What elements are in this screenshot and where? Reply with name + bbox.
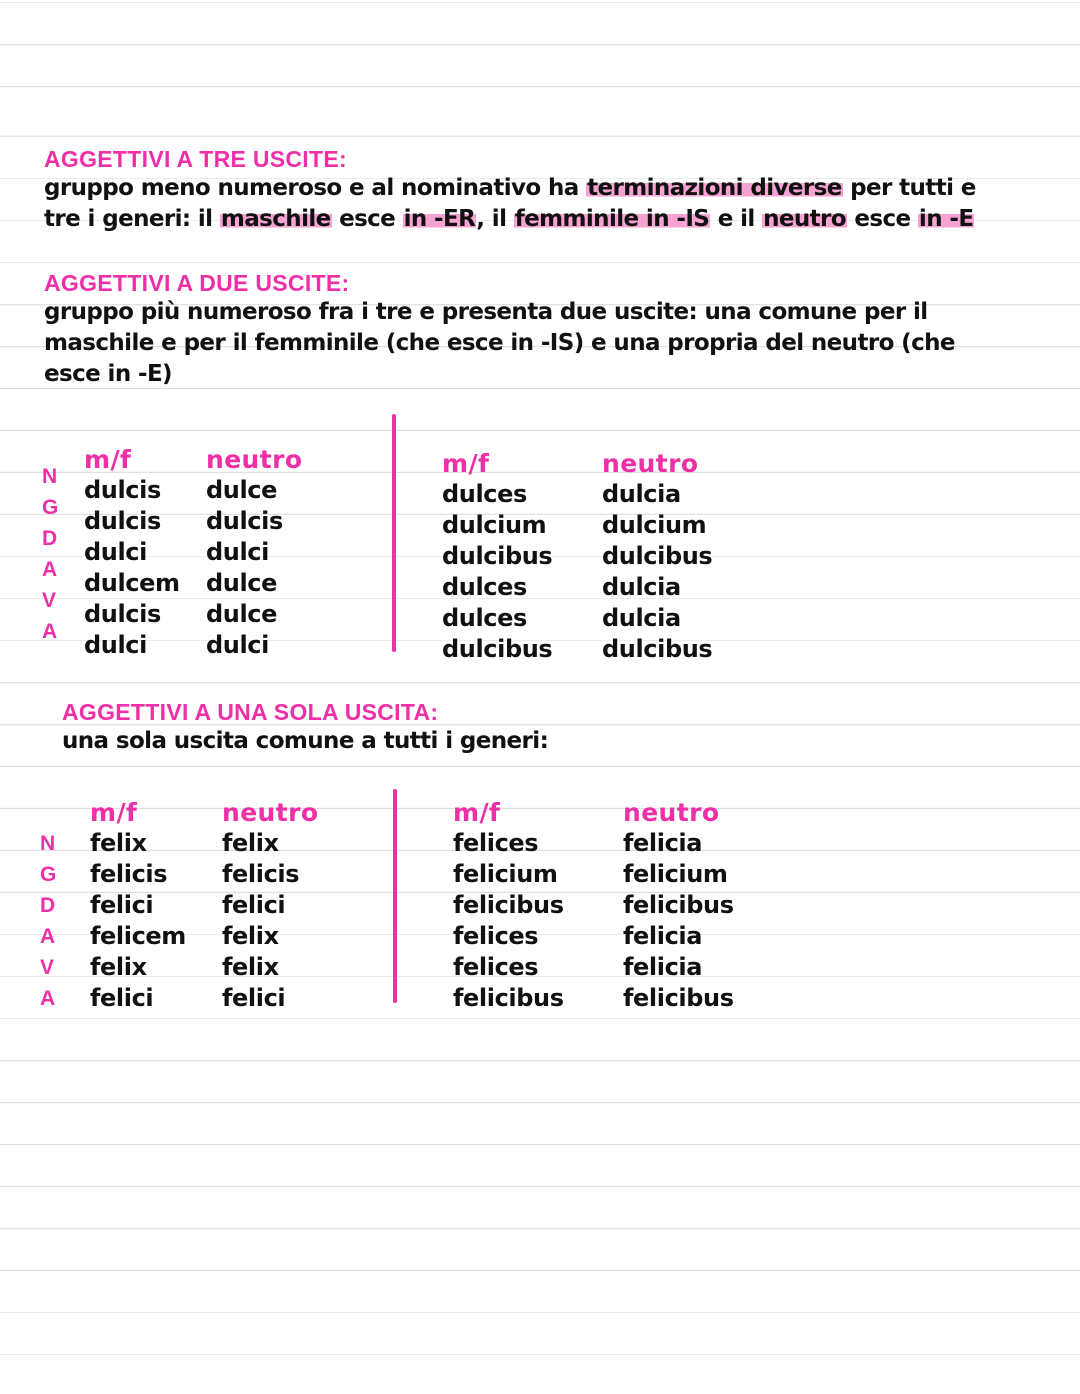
highlighted-text: in -E	[918, 206, 974, 232]
declension-cell: dulcium	[442, 511, 547, 539]
text-line	[62, 726, 548, 757]
plural-mf-column	[442, 448, 552, 665]
highlighted-text: neutro	[763, 206, 846, 232]
declension-cell: dulcia	[602, 604, 681, 632]
column-header: m/f	[84, 445, 132, 474]
declension-cell: felicibus	[623, 891, 734, 919]
text-line	[44, 328, 955, 359]
singular-plural-divider	[392, 414, 396, 652]
highlighted-text: in -ER	[403, 206, 476, 232]
plural-neutro-column	[602, 448, 712, 665]
declension-cell: felici	[222, 891, 286, 919]
declension-cell: felix	[222, 829, 279, 857]
column-header: neutro	[602, 449, 699, 478]
text-segment: , il	[476, 206, 514, 232]
text-segment: esce	[331, 206, 403, 232]
case-label: D	[42, 527, 57, 550]
column-header: m/f	[90, 798, 138, 827]
declension-cell: felicis	[90, 860, 168, 888]
declension-cell: dulcium	[602, 511, 707, 539]
declension-cell: felicium	[623, 860, 728, 888]
declension-cell: dulcis	[84, 507, 161, 535]
declension-cell: dulci	[206, 631, 269, 659]
text-line	[44, 204, 976, 235]
singular-mf-column	[84, 444, 180, 661]
declension-cell: felici	[222, 984, 286, 1012]
case-labels	[42, 430, 58, 647]
plural-neutro-column	[623, 797, 734, 1014]
declension-cell: felicia	[623, 829, 703, 857]
declension-cell: felix	[222, 922, 279, 950]
section-text-tre-uscite	[44, 173, 976, 235]
declension-cell: dulcis	[84, 476, 161, 504]
singular-neutro-column	[206, 444, 302, 661]
declension-cell: felicibus	[623, 984, 734, 1012]
column-header: m/f	[442, 449, 490, 478]
case-label: N	[40, 832, 55, 855]
column-header: neutro	[206, 445, 303, 474]
declension-cell: felices	[453, 829, 539, 857]
declension-cell: dulcibus	[602, 542, 713, 570]
case-label: V	[40, 956, 54, 979]
declension-cell: felicia	[623, 953, 703, 981]
declension-cell: felices	[453, 953, 539, 981]
text-segment: maschile e per il femminile (che esce in -IS) e una propria del neutro (che	[44, 330, 955, 356]
text-segment: esce	[846, 206, 918, 232]
highlighted-text: terminazioni diverse	[587, 175, 842, 201]
declension-cell: felix	[90, 829, 147, 857]
declension-cell: dulci	[84, 538, 147, 566]
section-title-una-uscita: AGGETTIVI A UNA SOLA USCITA:	[62, 699, 439, 725]
declension-cell: felicem	[90, 922, 186, 950]
text-segment: esce in -E)	[44, 361, 172, 387]
declension-cell: dulces	[442, 480, 527, 508]
section-title-due-uscite: AGGETTIVI A DUE USCITE:	[44, 270, 350, 296]
declension-cell: felici	[90, 984, 154, 1012]
column-header	[42, 430, 58, 461]
section-text-due-uscite	[44, 297, 955, 390]
declension-cell: dulcibus	[442, 635, 553, 663]
declension-cell: dulcis	[206, 507, 283, 535]
case-label: A	[42, 558, 57, 581]
declension-cell: dulcibus	[602, 635, 713, 663]
text-segment: per tutti e	[842, 175, 976, 201]
column-header: m/f	[453, 798, 501, 827]
case-label: G	[40, 863, 56, 886]
case-label: A	[42, 620, 57, 643]
highlighted-text: maschile	[220, 206, 331, 232]
case-label: V	[42, 589, 56, 612]
declension-cell: felix	[222, 953, 279, 981]
declension-cell: dulces	[442, 604, 527, 632]
text-line	[44, 173, 976, 204]
text-segment: e il	[710, 206, 763, 232]
column-header: neutro	[623, 798, 720, 827]
section-text-una-uscita	[62, 726, 548, 757]
declension-cell: dulcem	[84, 569, 180, 597]
highlighted-text: femminile in -IS	[514, 206, 710, 232]
text-segment: gruppo meno numeroso e al nominativo ha	[44, 175, 587, 201]
declension-cell: dulcis	[84, 600, 161, 628]
column-header	[40, 797, 56, 828]
singular-neutro-column	[222, 797, 318, 1014]
declension-cell: felicibus	[453, 984, 564, 1012]
case-label: G	[42, 496, 58, 519]
case-labels	[40, 797, 56, 1014]
singular-mf-column	[90, 797, 186, 1014]
declension-cell: felix	[90, 953, 147, 981]
declension-cell: dulces	[442, 573, 527, 601]
text-segment: tre i generi: il	[44, 206, 220, 232]
declension-cell: felici	[90, 891, 154, 919]
declension-cell: dulce	[206, 600, 277, 628]
declension-cell: felicia	[623, 922, 703, 950]
declension-cell: dulci	[84, 631, 147, 659]
column-header: neutro	[222, 798, 319, 827]
text-segment: una sola uscita comune a tutti i generi:	[62, 728, 549, 754]
declension-cell: felicibus	[453, 891, 564, 919]
declension-cell: dulce	[206, 476, 277, 504]
declension-table-dulcis	[0, 422, 1080, 662]
text-line	[44, 359, 955, 390]
case-label: A	[40, 987, 55, 1010]
text-line	[44, 297, 955, 328]
case-label: N	[42, 465, 57, 488]
declension-cell: dulcibus	[442, 542, 553, 570]
declension-cell: felicis	[222, 860, 300, 888]
declension-cell: dulci	[206, 538, 269, 566]
declension-cell: felicium	[453, 860, 558, 888]
declension-cell: dulce	[206, 569, 277, 597]
declension-cell: felices	[453, 922, 539, 950]
declension-cell: dulcia	[602, 573, 681, 601]
text-segment: gruppo più numeroso fra i tre e presenta due uscite: una comune per il	[44, 299, 928, 325]
case-label: D	[40, 894, 55, 917]
singular-plural-divider	[393, 789, 397, 1003]
plural-mf-column	[453, 797, 564, 1014]
declension-cell: dulcia	[602, 480, 681, 508]
case-label: A	[40, 925, 55, 948]
section-title-tre-uscite: AGGETTIVI A TRE USCITE:	[44, 146, 347, 172]
declension-table-felix	[0, 797, 1080, 1027]
